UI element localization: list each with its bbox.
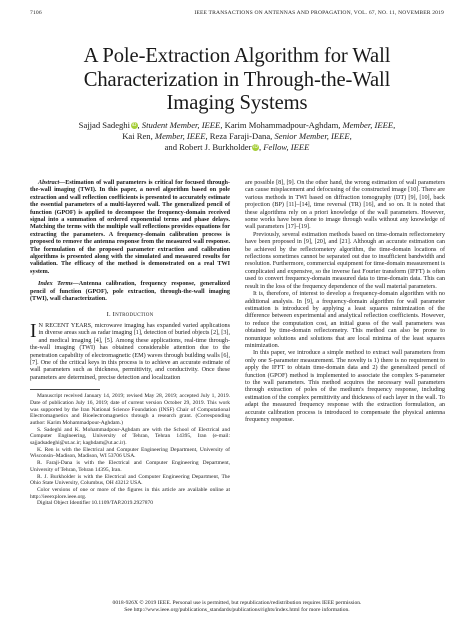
- footnote: S. Sadeghi and K. Mohammadpour-Aghdam are with the School of Electrical and Computer Engineering, University of Tehran, Tehran 14395, Iran (e-mail: sajjadsadeghi@ut.ac.ir; kaghdam@ut.ac.ir).: [30, 426, 230, 447]
- footnote: R. Faraji-Dana is with the Electrical and Computer Engineering Department, University of Tehran, Tehran 14395, Iran.: [30, 460, 230, 473]
- body-paragraph: In this paper, we introduce a simple method to extract wall parameters from only one S-parameter measurement. The novelty is 1) there is no requirement to apply the IFFT to obtain time-domain data and 2) the generalized pencil of function (GPOF) method is implemented to associate the complex S-parameter to the wall parameters. This method acquires the necessary wall parameters through extraction of poles of the medium's frequency response, including estimation of the complex permittivity and thickness of each layer in the wall. To adapt the measured frequency response with the extraction formulation, an accurate calibration process is introduced to compensate the physical antenna frequency response.: [245, 350, 445, 423]
- author-name: and Robert J. Burkholder: [164, 142, 252, 153]
- footnote: K. Ren is with the Electrical and Computer Engineering Department, University of Wisconsin–Madison, Madison, WI 53706 USA.: [30, 446, 230, 460]
- section-heading: I. Introduction: [106, 310, 154, 318]
- abstract-text: —Estimation of wall parameters is critical for focused through-the-wall imaging (TWI). In this paper, a novel algorithm based on pole extraction and wall reflection coefficients is presented to accurately estimate the essential parameters of a multi-layered wall. The generalized pencil of function (GPOF) is applied to decompose the frequency-domain received signal into a summation of ordered exponential terms and phase delays. Matching the terms with the multiple wall reflections provides equations for extracting the parameters. A frequency-domain calibration process is proposed to remove the antenna response from the measured wall response. The formulation of the proposed parameter extraction and calibration algorithms is presented along with the simulated and measured results for validation. The efficacy of the method is demonstrated on a real TWI system.: [30, 180, 230, 275]
- body-paragraph: It is, therefore, of interest to develop a frequency-domain algorithm with no additional analysis. In [9], a frequency-domain algorithm for wall parameter estimation is introduced by applying a least squares minimization of the difference between experimental and analytical reflection coefficients. However, to reduce the computation cost, an initial guess of the wall parameters was obtained by time-domain reflectometry. This method can also be prone to nonunique solutions and solutions that are local minima of the least squares minimization.: [245, 291, 445, 349]
- orcid-icon[interactable]: iD: [131, 122, 137, 128]
- title-line: Characterization in Through-the-Wall: [83, 68, 391, 91]
- author-line: [30, 120, 444, 131]
- author-membership: , Senior Member, IEEE,: [270, 131, 352, 142]
- author-name: Sajjad Sadeghi: [78, 120, 130, 130]
- footnote: Manuscript received January 14, 2019; revised May 28, 2019; accepted July 1, 2019. Date of publication July 16, 2019; date of current version October 29, 2019. This work was supported by the Iran National Science Foundation (INSF) Chair of Computational Electromagnetics and Bioelectromagnetics through a research grant. (Corresponding author: Karim Mohammadpour-Aghdam.): [30, 393, 230, 426]
- abstract-label: Abstract: [38, 180, 60, 186]
- page-number: 7106: [30, 10, 42, 16]
- author-name: , Karim Mohammadpour-Aghdam: [220, 120, 339, 130]
- abstract: [30, 180, 230, 276]
- author-membership: , Student Member, IEEE: [137, 120, 221, 130]
- title-line: A Pole-Extraction Algorithm for Wall: [83, 45, 391, 67]
- left-column: [30, 180, 230, 507]
- running-header: [30, 10, 444, 20]
- intro-paragraph: [30, 320, 230, 382]
- drop-cap: I: [30, 320, 37, 342]
- footnote: Digital Object Identifier 10.1109/TAP.2019.2927870: [37, 500, 154, 507]
- intro-lead: N RECENT YEARS,: [38, 322, 93, 329]
- paper-title: [40, 45, 434, 116]
- author-name: Kai Ren: [122, 131, 151, 142]
- title-line: Imaging Systems: [166, 92, 308, 114]
- index-terms-label: Index Terms: [38, 281, 73, 288]
- body-paragraph: Previously, several estimation methods based on time-domain reflectometery have been proposed in [9], [20], and [21]. Although an accurate estimation can be achieved by the reflectometery algorithm, the time-domain locations of reflections sometimes cannot be separated out due to insufficient bandwidth and resolution. Furthermore, commercial equipment for time-domain measurement is complicated and expensive, so the inverse fast Fourier transform (IFFT) is often used to convert frequency-domain measured data to time-domain data. This can result in the loss of the frequency dependence of the wall material parameters.: [245, 231, 445, 290]
- author-membership: , Fellow, IEEE: [258, 142, 310, 153]
- index-terms-text: —Antenna calibration, frequency response, generalized pencil of function (GPOF), pole extraction, through-the-wall imaging (TWI), wall characterization.: [30, 281, 230, 303]
- footnotes: [30, 393, 230, 507]
- intro-text: microwave imaging has expanded varied applications in diverse areas such as radar imaging [1], detection of buried objects [2], [3], and medical imaging [4], [5]. Among these applications, real-time through-the-wall imaging (TWI) has obtained considerable attention due to the penetration capability of electromagnetic (EM) waves through building walls [6], [7]. One of the critical keys in this process is to achieve an accurate estimate of wall parameters such as thickness, permittivity, and conductivity. Once these parameters are determined, precise detection and localization: [30, 322, 230, 381]
- author-line: [30, 131, 444, 142]
- author-line: [30, 142, 444, 153]
- body-paragraph: are possible [8], [9]. On the other hand, the wrong estimation of wall parameters can cause misplacement and defocusing of the constructed image [10]. There are various methods in TWI based on diffraction tomography (DT) [9], [10], back projection (BP) [11]–[14], time reversal (TR) [16], and so on. It is noted that these algorithms rely on a priori knowledge of the wall parameters. However, some works have been done to image through walls without any knowledge of wall parameters [17]–[19].: [245, 180, 445, 231]
- index-terms: [30, 281, 230, 303]
- author-name: , Reza Faraji-Dana: [205, 131, 271, 142]
- footnote-divider: [30, 389, 100, 390]
- copyright-line: 0018-926X © 2019 IEEE. Personal use is permitted, but republication/redistribution requires IEEE permission.: [112, 600, 362, 606]
- author-membership: , Member, IEEE,: [338, 120, 396, 130]
- rights-link[interactable]: See http://www.ieee.org/publications_standards/publications/rights/index.html for more information.: [124, 606, 350, 613]
- footnote: R. J. Burkholder is with the Electrical and Computer Engineering Department, The Ohio State University, Columbus, OH 43212 USA.: [30, 473, 230, 487]
- footnote: Color versions of one or more of the figures in this article are available online at http://ieeexplore.ieee.org.: [30, 487, 230, 500]
- copyright-footer: [30, 600, 444, 613]
- author-list: [30, 120, 444, 154]
- right-column: [245, 180, 445, 424]
- journal-name: IEEE TRANSACTIONS ON ANTENNAS AND PROPAGATION, VOL. 67, NO. 11, NOVEMBER 2019: [194, 10, 444, 16]
- author-membership: , Member, IEEE: [150, 131, 206, 142]
- orcid-icon[interactable]: iD: [253, 144, 258, 150]
